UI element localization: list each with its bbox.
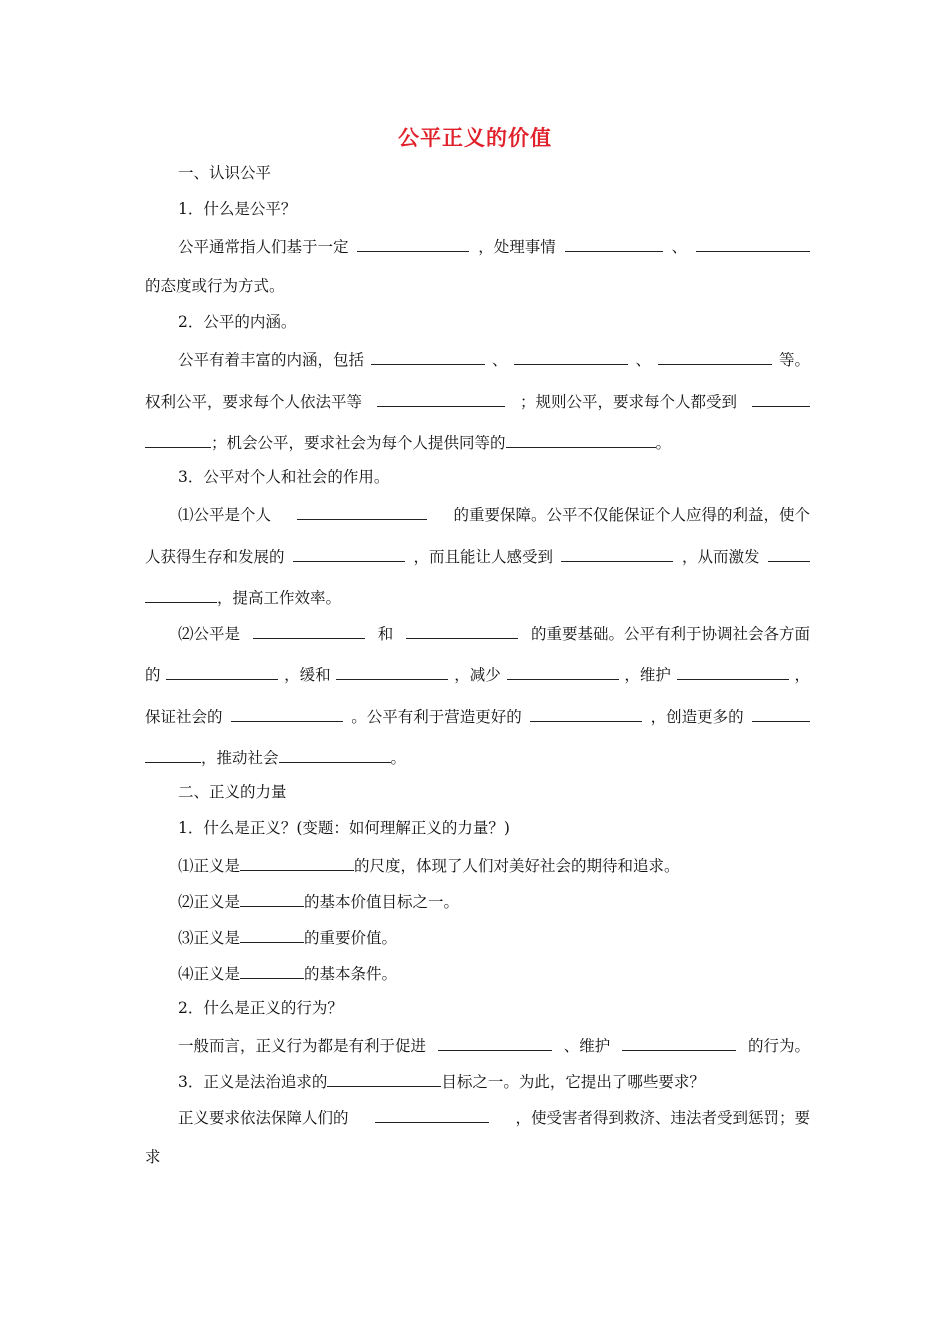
- blank[interactable]: [752, 704, 810, 722]
- blank[interactable]: [357, 234, 469, 252]
- question-what-is-justice: 1．什么是正义？(变题：如何理解正义的力量？): [178, 819, 510, 837]
- blank[interactable]: [231, 704, 343, 722]
- blank[interactable]: [279, 745, 391, 763]
- paragraph-line: ⑴公平是个人 的重要保障。公平不仅能保证个人应得的利益，使个: [178, 502, 810, 526]
- blank[interactable]: [752, 389, 810, 407]
- blank[interactable]: [240, 925, 304, 943]
- page-title: 公平正义的价值: [398, 126, 552, 150]
- blank[interactable]: [406, 621, 518, 639]
- paragraph-line: 公平通常指人们基于一定 ，处理事情 、: [178, 234, 810, 258]
- section-heading-justice: 二、正义的力量: [178, 783, 287, 801]
- blank[interactable]: [336, 662, 448, 680]
- blank[interactable]: [297, 502, 427, 520]
- paragraph-line: ；机会公平，要求社会为每个人提供同等的 。: [145, 430, 810, 454]
- blank[interactable]: [506, 430, 656, 448]
- paragraph-line: ⑵正义是 的基本价值目标之一。: [178, 889, 810, 913]
- paragraph-line: ，推动社会 。: [145, 745, 810, 769]
- blank[interactable]: [293, 544, 405, 562]
- blank[interactable]: [561, 544, 673, 562]
- blank[interactable]: [622, 1033, 736, 1051]
- blank[interactable]: [514, 347, 628, 365]
- paragraph-line: 人获得生存和发展的 ，而且能让人感受到 ，从而激发: [145, 544, 810, 568]
- question-fairness-role: 3．公平对个人和社会的作用。: [178, 468, 390, 486]
- blank[interactable]: [145, 745, 201, 763]
- blank[interactable]: [371, 347, 485, 365]
- question-rule-of-law: 3．正义是法治追求的 目标之一。为此，它提出了哪些要求？: [178, 1069, 810, 1093]
- blank[interactable]: [696, 234, 810, 252]
- blank[interactable]: [240, 889, 304, 907]
- paragraph-line: ⑴正义是 的尺度，体现了人们对美好社会的期待和追求。: [178, 853, 810, 877]
- blank[interactable]: [240, 853, 354, 871]
- blank[interactable]: [145, 585, 217, 603]
- section-heading-fairness: 一、认识公平: [178, 164, 272, 182]
- blank[interactable]: [507, 662, 619, 680]
- blank[interactable]: [145, 430, 211, 448]
- blank[interactable]: [166, 662, 278, 680]
- blank[interactable]: [565, 234, 663, 252]
- blank[interactable]: [377, 389, 505, 407]
- blank[interactable]: [375, 1105, 489, 1123]
- paragraph-line: 求: [145, 1148, 161, 1166]
- blank[interactable]: [327, 1069, 441, 1087]
- blank[interactable]: [240, 961, 304, 979]
- blank[interactable]: [530, 704, 642, 722]
- blank[interactable]: [768, 544, 810, 562]
- paragraph-line: 的态度或行为方式。: [145, 277, 285, 295]
- question-what-is-fairness: 1．什么是公平？: [178, 200, 297, 218]
- paragraph-line: 公平有着丰富的内涵，包括 、 、 等。: [178, 347, 810, 371]
- paragraph-line: ⑷正义是 的基本条件。: [178, 961, 810, 985]
- paragraph-line: 正义要求依法保障人们的 ，使受害者得到救济、违法者受到惩罚；要: [178, 1105, 810, 1129]
- paragraph-line: 一般而言，正义行为都是有利于促进 、维护 的行为。: [178, 1033, 810, 1057]
- paragraph-line: ⑵公平是 和 的重要基础。公平有利于协调社会各方面: [178, 621, 810, 645]
- paragraph-line: 权利公平，要求每个人依法平等 ；规则公平，要求每个人都受到: [145, 389, 810, 413]
- paragraph-line: 的 ，缓和 ，减少 ，维护 ，: [145, 662, 810, 686]
- paragraph-line: 保证社会的 。公平有利于营造更好的 ，创造更多的: [145, 704, 810, 728]
- blank[interactable]: [658, 347, 772, 365]
- blank[interactable]: [438, 1033, 552, 1051]
- question-fairness-meaning: 2．公平的内涵。: [178, 313, 297, 331]
- blank[interactable]: [253, 621, 365, 639]
- paragraph-line: ，提高工作效率。: [145, 585, 810, 609]
- paragraph-line: ⑶正义是 的重要价值。: [178, 925, 810, 949]
- question-just-behavior: 2．什么是正义的行为？: [178, 999, 343, 1017]
- blank[interactable]: [677, 662, 789, 680]
